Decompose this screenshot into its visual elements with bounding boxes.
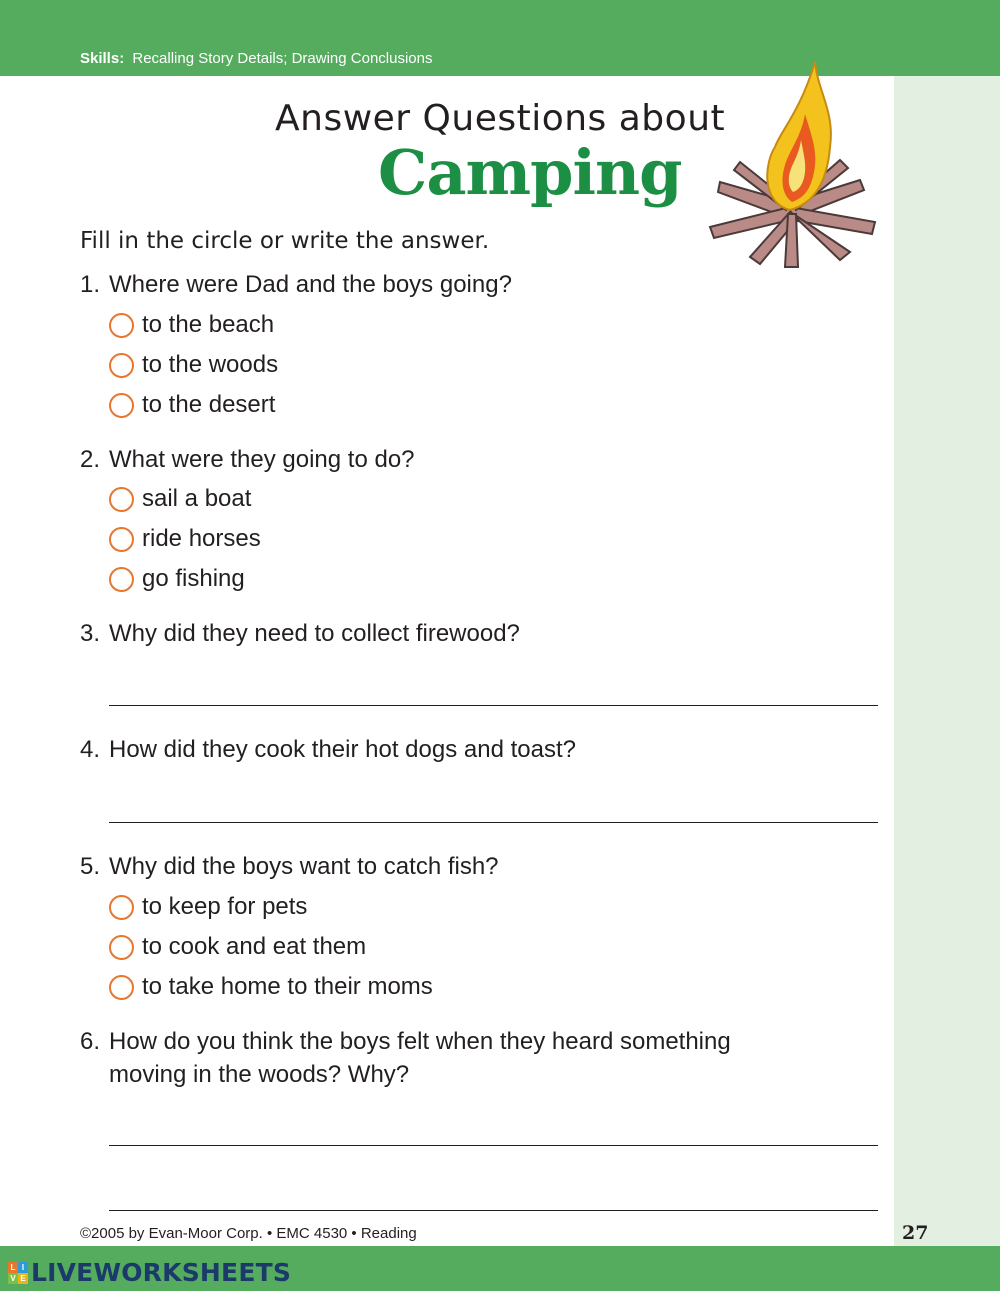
liveworksheets-logo[interactable] [8, 1258, 291, 1287]
question-text: Why did they need to collect firewood? [109, 620, 520, 647]
option-label: to keep for pets [142, 893, 308, 920]
skills-text: Recalling Story Details; Drawing Conclusions [132, 50, 433, 67]
q6-answer-line-1[interactable] [109, 1145, 878, 1146]
option-label: to take home to their moms [142, 973, 433, 1000]
q4-answer-line[interactable] [109, 822, 878, 823]
badge-letter: I [18, 1262, 28, 1273]
q1-option-2[interactable] [109, 350, 278, 380]
question-text: Where were Dad and the boys going? [109, 271, 512, 298]
question-3 [80, 617, 799, 650]
answer-circle[interactable] [109, 393, 134, 418]
answer-circle[interactable] [109, 527, 134, 552]
question-number: 5. [80, 853, 101, 880]
q1-option-1[interactable] [109, 310, 274, 340]
question-text: How did they cook their hot dogs and toast? [109, 736, 576, 763]
q2-option-2[interactable] [109, 524, 261, 554]
brand-name: LIVEWORKSHEETS [31, 1258, 292, 1287]
campfire-icon [690, 52, 890, 272]
question-number: 3. [80, 620, 101, 647]
question-text: How do you think the boys felt when they heard something moving in the woods? Why? [109, 1028, 731, 1088]
title-line1: Answer Questions about [275, 98, 726, 139]
answer-circle[interactable] [109, 353, 134, 378]
option-label: go fishing [142, 565, 245, 592]
question-number: 6. [80, 1028, 101, 1055]
answer-circle[interactable] [109, 487, 134, 512]
option-label: sail a boat [142, 485, 252, 512]
logo-badge-icon [8, 1262, 28, 1284]
skills-line [80, 50, 432, 67]
side-panel [894, 76, 1000, 1246]
option-label: to the desert [142, 391, 276, 418]
badge-letter: E [18, 1273, 28, 1284]
instruction-text: Fill in the circle or write the answer. [80, 228, 490, 254]
option-label: to the woods [142, 351, 279, 378]
q2-option-3[interactable] [109, 564, 245, 594]
question-text: What were they going to do? [109, 446, 415, 473]
answer-circle[interactable] [109, 567, 134, 592]
q2-option-1[interactable] [109, 484, 251, 514]
option-label: ride horses [142, 525, 261, 552]
skills-label: Skills: [80, 50, 125, 67]
answer-circle[interactable] [109, 975, 134, 1000]
question-number: 2. [80, 446, 101, 473]
q5-option-3[interactable] [109, 972, 433, 1002]
badge-letter: V [8, 1273, 18, 1284]
q3-answer-line[interactable] [109, 705, 878, 706]
q5-option-1[interactable] [109, 892, 307, 922]
copyright-text: ©2005 by Evan-Moor Corp. • EMC 4530 • Reading [80, 1225, 417, 1242]
question-2 [80, 443, 799, 476]
page-number: 27 [902, 1222, 929, 1244]
option-label: to cook and eat them [142, 933, 367, 960]
question-6 [80, 1025, 799, 1091]
title-line2: Camping [378, 136, 682, 209]
question-5 [80, 850, 799, 883]
q5-option-2[interactable] [109, 932, 366, 962]
question-number: 1. [80, 271, 101, 298]
answer-circle[interactable] [109, 313, 134, 338]
badge-letter: L [8, 1262, 18, 1273]
question-number: 4. [80, 736, 101, 763]
answer-circle[interactable] [109, 935, 134, 960]
q1-option-3[interactable] [109, 390, 275, 420]
option-label: to the beach [142, 311, 275, 338]
question-text: Why did the boys want to catch fish? [109, 853, 499, 880]
question-4 [80, 733, 799, 766]
q6-answer-line-2[interactable] [109, 1210, 878, 1211]
answer-circle[interactable] [109, 895, 134, 920]
question-1 [80, 268, 799, 301]
